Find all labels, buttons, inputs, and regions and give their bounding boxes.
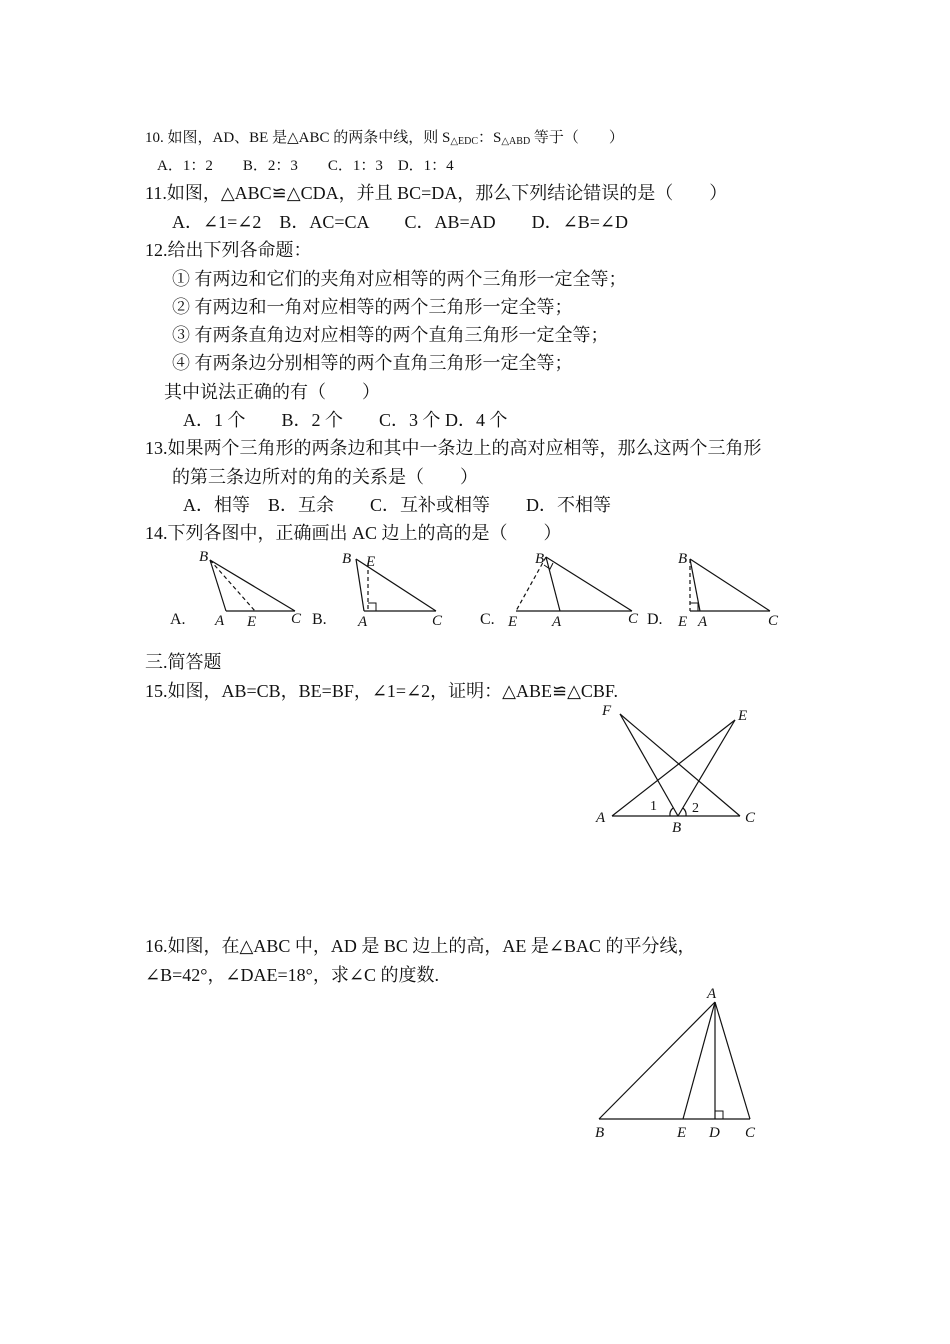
q14c-label-b: B [535,551,545,567]
q15-label-a: A [596,810,606,826]
q14a-label-c: C [291,611,302,627]
q15-label-e: E [738,708,748,724]
q14-figure-a [195,545,315,635]
q14a-label-a: A [215,613,225,629]
q15-figure [590,700,770,840]
q15-angle-1-label: 1 [650,799,657,814]
q16-label-a: A [707,986,717,1002]
q16-stem-line-1: 16.如图，在△ABC 中，AD 是 BC 边上的高，AE 是∠BAC 的平分线， [145,936,696,956]
q10-subscript-abd: △ABD [501,136,531,147]
q14b-label-a: A [358,614,368,630]
q12-stem: 12.给出下列各命题： [145,240,312,260]
q14-stem: 14.下列各图中，正确画出 AC 边上的高的是（ ） [145,523,562,543]
q15-label-c: C [745,810,756,826]
q13-stem-line-2: 的第三条边所对的角的关系是（ ） [172,467,478,487]
q12-question: 其中说法正确的有（ ） [164,382,380,402]
q16-label-c: C [745,1125,756,1141]
q14-figure-c [500,545,650,635]
q14a-label-b: B [199,549,209,565]
q16-stem-line-2: ∠B=42°，∠DAE=18°，求∠C 的度数. [145,965,439,985]
q14c-label-e: E [508,614,518,630]
q10-options: A．1：2 B．2：3 C．1：3 D．1：4 [157,158,454,174]
q14d-label-b: B [678,551,688,567]
q12-item-4: ④ 有两条边分别相等的两个直角三角形一定全等； [172,353,573,373]
q14d-label-e: E [678,614,688,630]
q14-option-d-label: D. [647,611,663,628]
q12-item-3: ③ 有两条直角边对应相等的两个直角三角形一定全等； [172,325,609,345]
q15-label-b: B [672,820,682,836]
q14-option-a-label: A. [170,611,186,628]
q14b-label-c: C [432,613,443,629]
q12-options: A．1 个 B．2 个 C．3 个 D．4 个 [183,410,508,430]
q14-figure-d [672,545,792,635]
q15-stem: 15.如图，AB=CB，BE=BF，∠1=∠2，证明：△ABE≌△CBF. [145,681,618,701]
q14d-label-c: C [768,613,779,629]
q12-item-2: ② 有两边和一角对应相等的两个三角形一定全等； [172,297,573,317]
q13-stem-line-1: 13.如果两个三角形的两条边和其中一条边上的高对应相等，那么这两个三角形 [145,438,762,458]
q10-stem-part-a: 10. 如图，AD、BE 是△ABC 的两条中线，则 S [145,130,451,146]
section-3-title: 三.简答题 [145,652,222,672]
q11-options: A．∠1=∠2 B．AC=CA C．AB=AD D．∠B=∠D [172,212,628,232]
q14a-label-e: E [247,614,257,630]
q16-label-d: D [709,1125,720,1141]
q15-angle-2-label: 2 [692,801,699,816]
q11-stem: 11.如图，△ABC≌△CDA，并且 BC=DA，那么下列结论错误的是（ ） [145,183,728,203]
q12-item-1: ① 有两边和它们的夹角对应相等的两个三角形一定全等； [172,269,627,289]
q10-stem-part-b: 等于（ ） [530,130,624,146]
q14-option-c-label: C. [480,611,495,628]
q13-options: A．相等 B．互余 C．互补或相等 D．不相等 [183,495,612,515]
q14b-label-b: B [342,551,352,567]
q14c-label-c: C [628,611,639,627]
q16-label-b: B [595,1125,605,1141]
q10-subscript-edc: △EDC [450,136,479,147]
q14-figure-b [338,545,458,635]
q14b-label-e: E [366,554,376,570]
q14d-label-a: A [698,614,708,630]
q14c-label-a: A [552,614,562,630]
q14-option-b-label: B. [312,611,327,628]
q16-figure [585,980,775,1150]
q10-stem-mid: ：S [478,130,502,146]
q15-label-f: F [602,703,612,719]
q10-stem [145,126,624,154]
q16-label-e: E [677,1125,687,1141]
